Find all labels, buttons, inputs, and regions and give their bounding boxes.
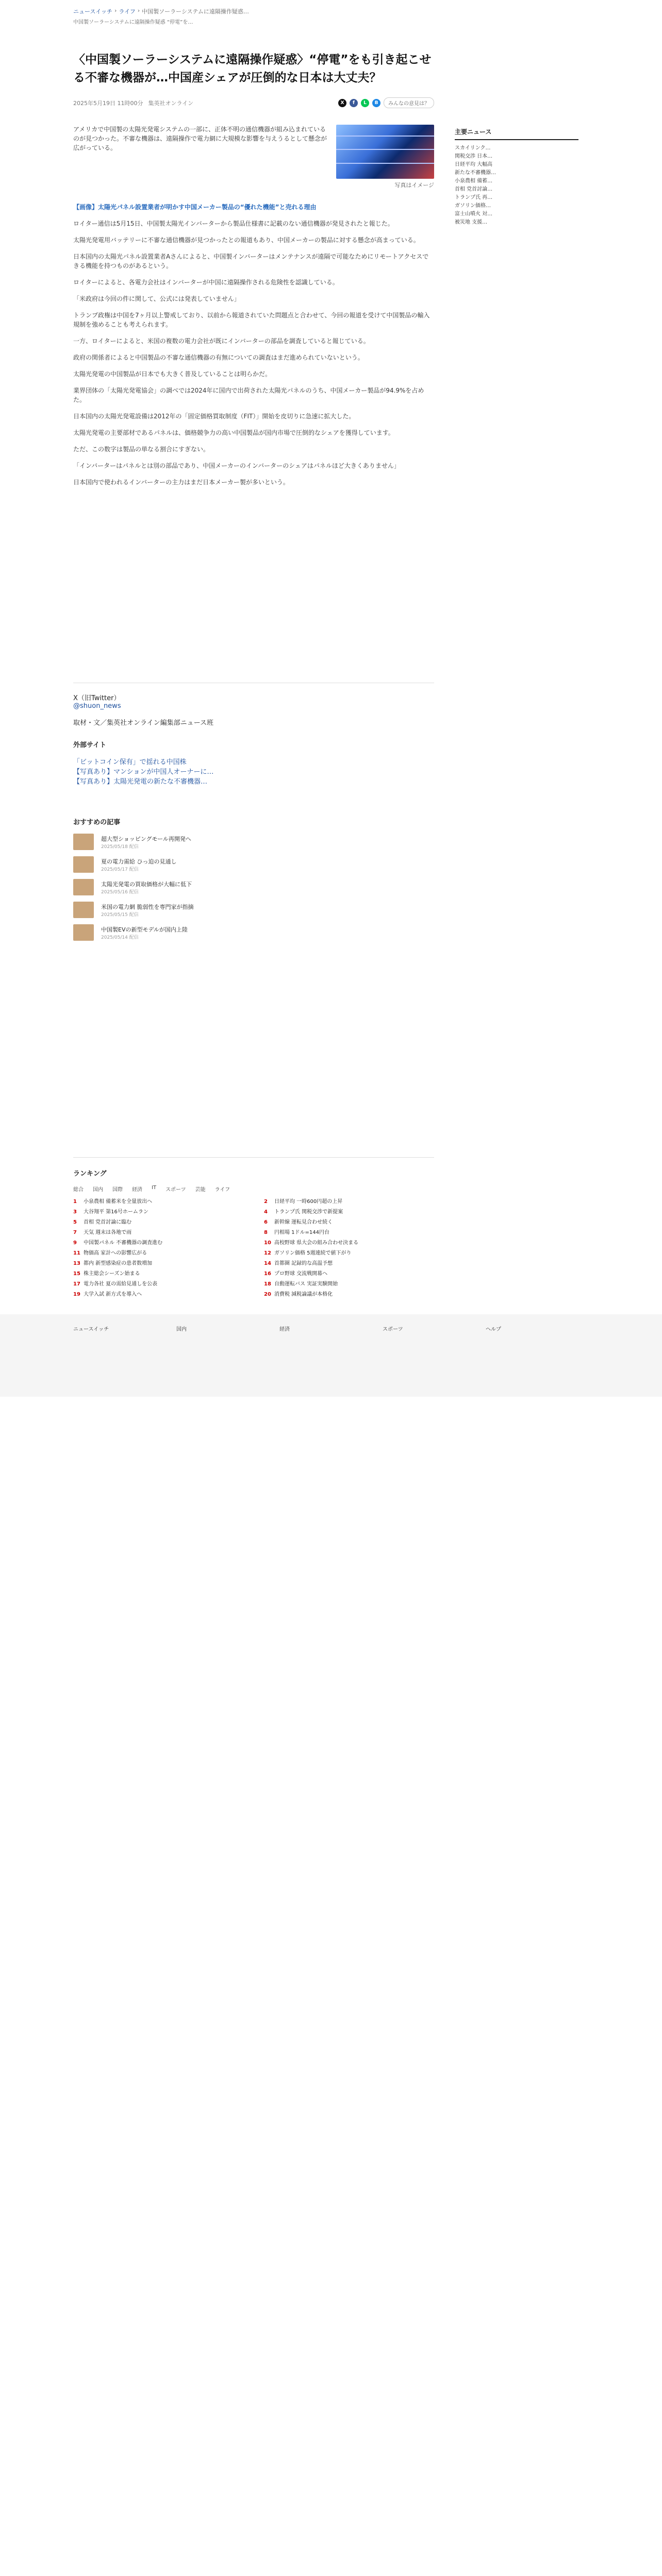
ranking-number: 3 <box>73 1209 77 1215</box>
ranking-title: ランキング <box>73 1170 107 1178</box>
article-body <box>73 125 434 487</box>
ranking-item[interactable] <box>73 1198 243 1206</box>
ranking-item[interactable] <box>73 1291 243 1299</box>
sidebar-news-item[interactable]: トランプ氏 再… <box>455 195 493 200</box>
x-share-icon[interactable]: X <box>338 99 346 107</box>
footer <box>0 1314 662 1397</box>
ranking-tabs <box>73 1185 434 1193</box>
ranking-number: 20 <box>264 1292 271 1297</box>
footer-col[interactable]: 国内 <box>176 1327 187 1332</box>
ranking-item-title: 小泉農相 備蓄米を全量放出へ <box>84 1199 153 1205</box>
external-links <box>73 739 434 786</box>
ranking-item-title: 自動運転バス 実証実験開始 <box>274 1281 338 1287</box>
recommend-item-title: 夏の電力需給 ひっ迫の見通し <box>101 858 177 865</box>
ranking-number: 17 <box>73 1281 80 1287</box>
article-headline: 〈中国製ソーラーシステムに遠隔操作疑惑〉“停電”をも引き起こせる不審な機器が…中国産シェアが圧倒的な日本は大丈夫？ <box>73 53 432 84</box>
ranking-number: 19 <box>73 1292 80 1297</box>
footer-col[interactable]: ニュースイッチ <box>73 1327 109 1332</box>
ranking-number: 8 <box>264 1230 268 1235</box>
recommend-item-title: 中国製EVの新型モデルが国内上陸 <box>101 926 188 933</box>
ranking-item-title: 高校野球 県大会の組み合わせ決まる <box>274 1240 359 1246</box>
article-photo <box>336 125 434 190</box>
author-x-handle[interactable]: @shuon_news <box>73 702 121 710</box>
article-source[interactable]: 集英社オンライン <box>148 99 194 107</box>
sidebar-news-item[interactable]: ガソリン価格… <box>455 203 491 209</box>
ranking-item-title: 都内 新型感染症の患者数増加 <box>84 1261 153 1266</box>
sidebar-news-item[interactable]: 新たな不審機器… <box>455 170 496 176</box>
ranking-item-title: 首都圏 記録的な高温予想 <box>274 1261 333 1266</box>
recommend-thumb <box>73 902 94 918</box>
sidebar-news-item[interactable]: 被災地 支援… <box>455 219 488 225</box>
ranking-tab[interactable]: ライフ <box>214 1187 230 1193</box>
ranking-item[interactable] <box>73 1218 243 1227</box>
article-paragraph: 太陽光発電の中国製品が日本でも大きく普及していることは明らかだ。 <box>73 370 272 378</box>
sidebar-news-item[interactable]: 富士山噴火 対… <box>455 211 493 217</box>
ranking-item-title: 電力各社 夏の需給見通しを公表 <box>84 1281 158 1287</box>
recommend-item[interactable] <box>73 879 434 895</box>
sidebar-news-item[interactable]: 首相 党首討論… <box>455 187 493 192</box>
article-paragraph: 太陽光発電の主要部材であるパネルは、価格競争力の高い中国製品が国内市場で圧倒的なシェアを獲得しています。 <box>73 429 394 436</box>
ranking-item[interactable] <box>264 1239 434 1247</box>
ranking-item-title: ガソリン価格 5週連続で値下がり <box>274 1250 352 1256</box>
article-paragraph: アメリカで中国製の太陽光発電システムの一部に、正体不明の通信機器が組み込まれているのが見つかった。不審な機器は、遠隔操作で電力網に大規模な影響を与えうるとして懸念が広がっている。 <box>73 126 327 151</box>
recommend-item-date: 2025/05/18 配信 <box>101 844 139 850</box>
ranking-item[interactable] <box>264 1218 434 1227</box>
ranking-tab[interactable]: IT <box>152 1185 157 1191</box>
ranking-number: 5 <box>73 1219 77 1225</box>
related-image-link[interactable]: 【画像】太陽光パネル設置業者が明かす中国メーカー製品の“優れた機能”と売れる理由 <box>73 204 317 211</box>
author-info <box>73 683 434 727</box>
ranking-item[interactable] <box>264 1270 434 1278</box>
article-paragraph: ただ、この数字は製品の単なる割合にすぎない。 <box>73 446 210 453</box>
ranking-item-title: 株主総会シーズン始まる <box>84 1271 140 1277</box>
ranking-number: 7 <box>73 1230 77 1235</box>
recommend-thumb <box>73 924 94 941</box>
recommend-item[interactable] <box>73 834 434 850</box>
ranking-item[interactable] <box>264 1291 434 1299</box>
ranking-tab[interactable]: 芸能 <box>195 1187 206 1193</box>
ranking-number: 10 <box>264 1240 271 1246</box>
ranking-item[interactable] <box>264 1260 434 1268</box>
sidebar-news-item[interactable]: 小泉農相 備蓄… <box>455 178 493 184</box>
ranking-item-title: 中国製パネル 不審機器の調査進む <box>84 1240 163 1246</box>
ranking-item[interactable] <box>73 1249 243 1258</box>
sidebar-title: 主要ニュース <box>455 127 578 140</box>
facebook-share-icon[interactable]: f <box>350 99 358 107</box>
line-share-icon[interactable]: L <box>361 99 369 107</box>
article-paragraph: 日本国内の太陽光パネル設置業者Aさんによると、中国製インバーターはメンテナンスが遠隔で可能なためにリモートアクセスできる機能を持つものがあるという。 <box>73 253 429 269</box>
article-paragraph: 「米政府は今回の件に関して、公式には発表していません」 <box>73 295 240 302</box>
ranking-number: 13 <box>73 1261 80 1266</box>
sidebar-list <box>455 144 578 227</box>
recommend-item-date: 2025/05/14 配信 <box>101 935 139 940</box>
ranking-item[interactable] <box>73 1239 243 1247</box>
footer-col[interactable]: ヘルプ <box>486 1327 501 1332</box>
ranking-number: 11 <box>73 1250 80 1256</box>
ranking-tab[interactable]: スポーツ <box>166 1187 186 1193</box>
hatena-share-icon[interactable]: B <box>372 99 380 107</box>
ranking-item-title: 円相場 1ドル=144円台 <box>274 1230 330 1235</box>
ranking-item[interactable] <box>264 1229 434 1237</box>
ranking-tab[interactable]: 総合 <box>73 1187 84 1193</box>
ranking-item-title: 天気 週末は各地で雨 <box>84 1230 132 1235</box>
ranking-item-title: 首相 党首討論に臨む <box>84 1219 132 1225</box>
ranking-number: 1 <box>73 1199 77 1205</box>
recommend-item-title: 太陽光発電の買取価格が大幅に低下 <box>101 880 192 888</box>
ranking-item[interactable] <box>73 1260 243 1268</box>
breadcrumb: ニュースイッチ › ライフ › 中国製ソーラーシステムに遠隔操作疑惑… <box>73 7 249 15</box>
recommend-thumb <box>73 879 94 895</box>
ranking-list <box>73 1198 434 1299</box>
article-paragraph: 政府の関係者によると中国製品の不審な通信機器の有無についての調査はまだ進められていないという。 <box>73 354 364 361</box>
ranking-number: 4 <box>264 1209 268 1215</box>
photo-caption: 写真はイメージ <box>394 182 434 189</box>
ranking-number: 12 <box>264 1250 271 1256</box>
external-link[interactable]: 「ビットコイン保有」で揺れる中国株 <box>73 758 187 766</box>
comments-button[interactable]: みんなの意見は？ <box>384 97 434 108</box>
external-link[interactable]: 【写真あり】マンションが中国人オーナーに… <box>73 768 214 776</box>
article-paragraph: ロイターによると、各電力会社はインバーターが中国に遠隔操作される危険性を認識している。 <box>73 279 339 286</box>
recommend-thumb <box>73 856 94 873</box>
ranking-item-title: 大谷翔平 第16号ホームラン <box>84 1209 148 1215</box>
ranking-item[interactable] <box>73 1270 243 1278</box>
ranking-number: 2 <box>264 1199 268 1205</box>
ranking-item-title: 物価高 家計への影響広がる <box>84 1250 147 1256</box>
article-paragraph: 業界団体の「太陽光発電協会」の調べでは2024年に国内で出荷された太陽光パネルのうち、中国メーカー製品が94.9%を占めた。 <box>73 387 424 403</box>
external-links-title: 外部サイト <box>73 741 107 749</box>
recommend-title: おすすめの記事 <box>73 819 121 826</box>
ranking-item-title: 新幹線 運転見合わせ続く <box>274 1219 333 1225</box>
recommend-item-title: 超大型ショッピングモール再開発へ <box>101 835 191 842</box>
breadcrumb-sub: 中国製ソーラーシステムに遠隔操作疑惑 “停電”を… <box>73 20 193 25</box>
ranking-item-title: トランプ氏 関税交渉で新提案 <box>274 1209 343 1215</box>
ranking-item[interactable] <box>73 1280 243 1289</box>
ranking-item[interactable] <box>73 1229 243 1237</box>
external-link[interactable]: 【写真あり】太陽光発電の新たな不審機器… <box>73 778 208 786</box>
recommend-item[interactable] <box>73 856 434 873</box>
ranking-item-title: プロ野球 交流戦開幕へ <box>274 1271 328 1277</box>
recommend-item-date: 2025/05/17 配信 <box>101 867 139 872</box>
recommend-item-date: 2025/05/16 配信 <box>101 889 139 895</box>
ranking-section <box>73 1157 434 1299</box>
ranking-item[interactable] <box>264 1198 434 1206</box>
recommend-item-date: 2025/05/15 配信 <box>101 912 139 918</box>
sidebar-news-item[interactable]: スカイリンク… <box>455 145 491 151</box>
solar-panel-image <box>336 125 434 179</box>
article-paragraph: 日本国内の太陽光発電設備は2012年の「固定価格買取制度（FIT）」開始を皮切りに急速に拡大した。 <box>73 413 355 420</box>
sidebar-news-item[interactable]: 関税交渉 日本… <box>455 154 493 159</box>
sidebar-news-item[interactable]: 日経平均 大幅高 <box>455 162 493 167</box>
ranking-item[interactable] <box>264 1249 434 1258</box>
ranking-item[interactable] <box>73 1208 243 1216</box>
ranking-number: 6 <box>264 1219 268 1225</box>
ranking-number: 9 <box>73 1240 77 1246</box>
article-paragraph: トランプ政権は中国を7ヶ月以上警戒しており、以前から報道されていた問題点と合わせて、今回の報道を受けて中国製品の輸入規制を強めることも考えられます。 <box>73 312 430 328</box>
ranking-number: 18 <box>264 1281 271 1287</box>
ranking-item-title: 大学入試 新方式を導入へ <box>84 1292 142 1297</box>
article-meta <box>73 97 434 108</box>
ranking-tab[interactable]: 国際 <box>112 1187 123 1193</box>
recommend-thumb <box>73 834 94 850</box>
ranking-item-title: 消費税 減税論議が本格化 <box>274 1292 333 1297</box>
ranking-item[interactable] <box>264 1208 434 1216</box>
ranking-number: 16 <box>264 1271 271 1277</box>
article <box>73 41 434 1299</box>
sidebar <box>455 41 578 1299</box>
recommend-item[interactable] <box>73 924 434 941</box>
article-paragraph: 太陽光発電用バッテリーに不審な通信機器が見つかったとの報道もあり、中国メーカーの製品に対する懸念が高まっている。 <box>73 236 420 244</box>
article-paragraph: 一方、ロイターによると、米国の複数の電力会社が既にインバーターの部品を調査していると報じている。 <box>73 337 370 345</box>
ranking-tab[interactable]: 国内 <box>93 1187 103 1193</box>
footer-col[interactable]: スポーツ <box>383 1327 403 1332</box>
article-paragraph: 「インバーターはパネルとは別の部品であり、中国メーカーのインバーターのシェアはパネルほど大きくありません」 <box>73 462 400 469</box>
breadcrumb-item: 中国製ソーラーシステムに遠隔操作疑惑… <box>142 8 249 15</box>
recommend-item[interactable] <box>73 902 434 918</box>
ranking-item-title: 日経平均 一時600円超の上昇 <box>274 1199 343 1205</box>
footer-col[interactable]: 経済 <box>279 1327 290 1332</box>
ranking-item[interactable] <box>264 1280 434 1289</box>
author-credit: 取材・文／集英社オンライン編集部ニュース班 <box>73 719 213 727</box>
share-bar <box>338 97 434 108</box>
ranking-number: 15 <box>73 1271 80 1277</box>
recommend-section <box>73 817 434 941</box>
article-date: 2025年5月19日 11時00分 <box>73 99 143 107</box>
breadcrumb-item[interactable]: ニュースイッチ <box>73 8 113 15</box>
article-paragraph: ロイター通信は5月15日、中国製太陽光インバーターから製品仕様書に記載のない通信機器が発見されたと報じた。 <box>73 220 394 227</box>
article-paragraph: 日本国内で使われるインバーターの主力はまだ日本メーカー製が多いという。 <box>73 479 289 486</box>
ranking-number: 14 <box>264 1261 271 1266</box>
author-x-label: X（旧Twitter） <box>73 694 121 702</box>
breadcrumb-item[interactable]: ライフ <box>119 8 136 15</box>
recommend-item-title: 米国の電力網 脆弱性を専門家が指摘 <box>101 903 194 910</box>
ranking-tab[interactable]: 経済 <box>132 1187 142 1193</box>
